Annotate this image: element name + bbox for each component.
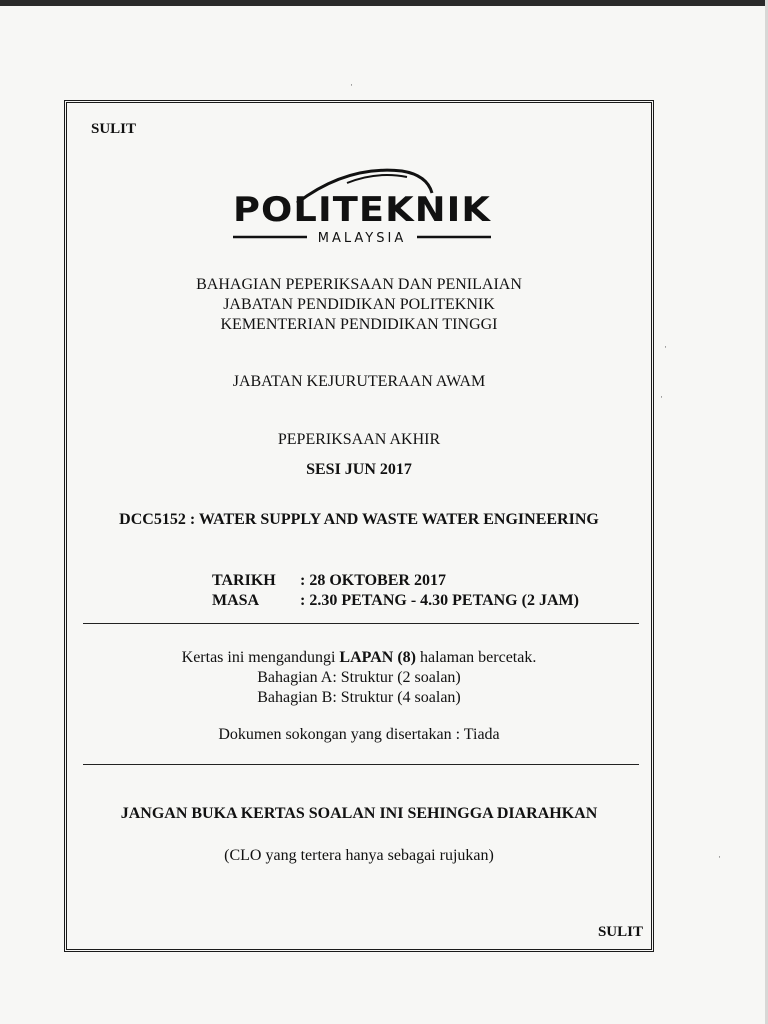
scan-speck: ·	[660, 392, 663, 402]
exam-date-row	[212, 571, 579, 591]
supporting-documents: Dokumen sokongan yang disertakan : Tiada	[218, 726, 500, 743]
date-label: TARIKH	[212, 572, 276, 589]
department-line-1: BAHAGIAN PEPERIKSAAN DAN PENILAIAN	[196, 276, 522, 293]
course-title: DCC5152 : WATER SUPPLY AND WASTE WATER ENGINEERING	[119, 511, 599, 528]
date-value: : 28 OKTOBER 2017	[300, 572, 446, 589]
department-line-2: JABATAN PENDIDIKAN POLITEKNIK	[223, 296, 495, 313]
divider-top	[83, 623, 639, 624]
scan-speck: ·	[350, 80, 353, 90]
section-b-info: Bahagian B: Struktur (4 soalan)	[257, 689, 461, 706]
exam-time-row	[212, 591, 579, 611]
cover-page-frame	[64, 100, 654, 952]
scan-speck: ·	[664, 342, 667, 352]
exam-title: PEPERIKSAAN AKHIR	[277, 431, 441, 448]
paper-info	[67, 648, 651, 708]
do-not-open-warning: JANGAN BUKA KERTAS SOALAN INI SEHINGGA DIARAHKAN	[120, 805, 598, 822]
svg-text:POLITEKNIK: POLITEKNIK	[233, 190, 492, 230]
section-a-info: Bahagian A: Struktur (2 soalan)	[257, 669, 461, 686]
exam-schedule	[212, 571, 579, 611]
scan-top-edge	[0, 0, 768, 6]
politeknik-logo	[227, 163, 497, 245]
page-count-suffix: halaman bercetak.	[415, 649, 537, 666]
scan-speck: ·	[718, 852, 721, 862]
classification-label-bottom: SULIT	[597, 924, 643, 940]
page-count-bold: LAPAN (8)	[339, 649, 416, 666]
department-line-3: KEMENTERIAN PENDIDIKAN TINGGI	[220, 316, 498, 333]
department-heading	[67, 275, 651, 335]
time-label: MASA	[212, 592, 260, 609]
page-count-prefix: Kertas ini mengandungi	[181, 649, 340, 666]
exam-session: SESI JUN 2017	[306, 461, 412, 478]
classification-label-top: SULIT	[91, 121, 137, 137]
clo-reference-note: (CLO yang tertera hanya sebagai rujukan)	[224, 847, 494, 864]
svg-text:MALAYSIA: MALAYSIA	[317, 231, 407, 245]
page-count-line	[67, 648, 651, 668]
time-value: : 2.30 PETANG - 4.30 PETANG (2 JAM)	[300, 592, 579, 609]
divider-bottom	[83, 764, 639, 765]
faculty-name: JABATAN KEJURUTERAAN AWAM	[232, 373, 486, 390]
